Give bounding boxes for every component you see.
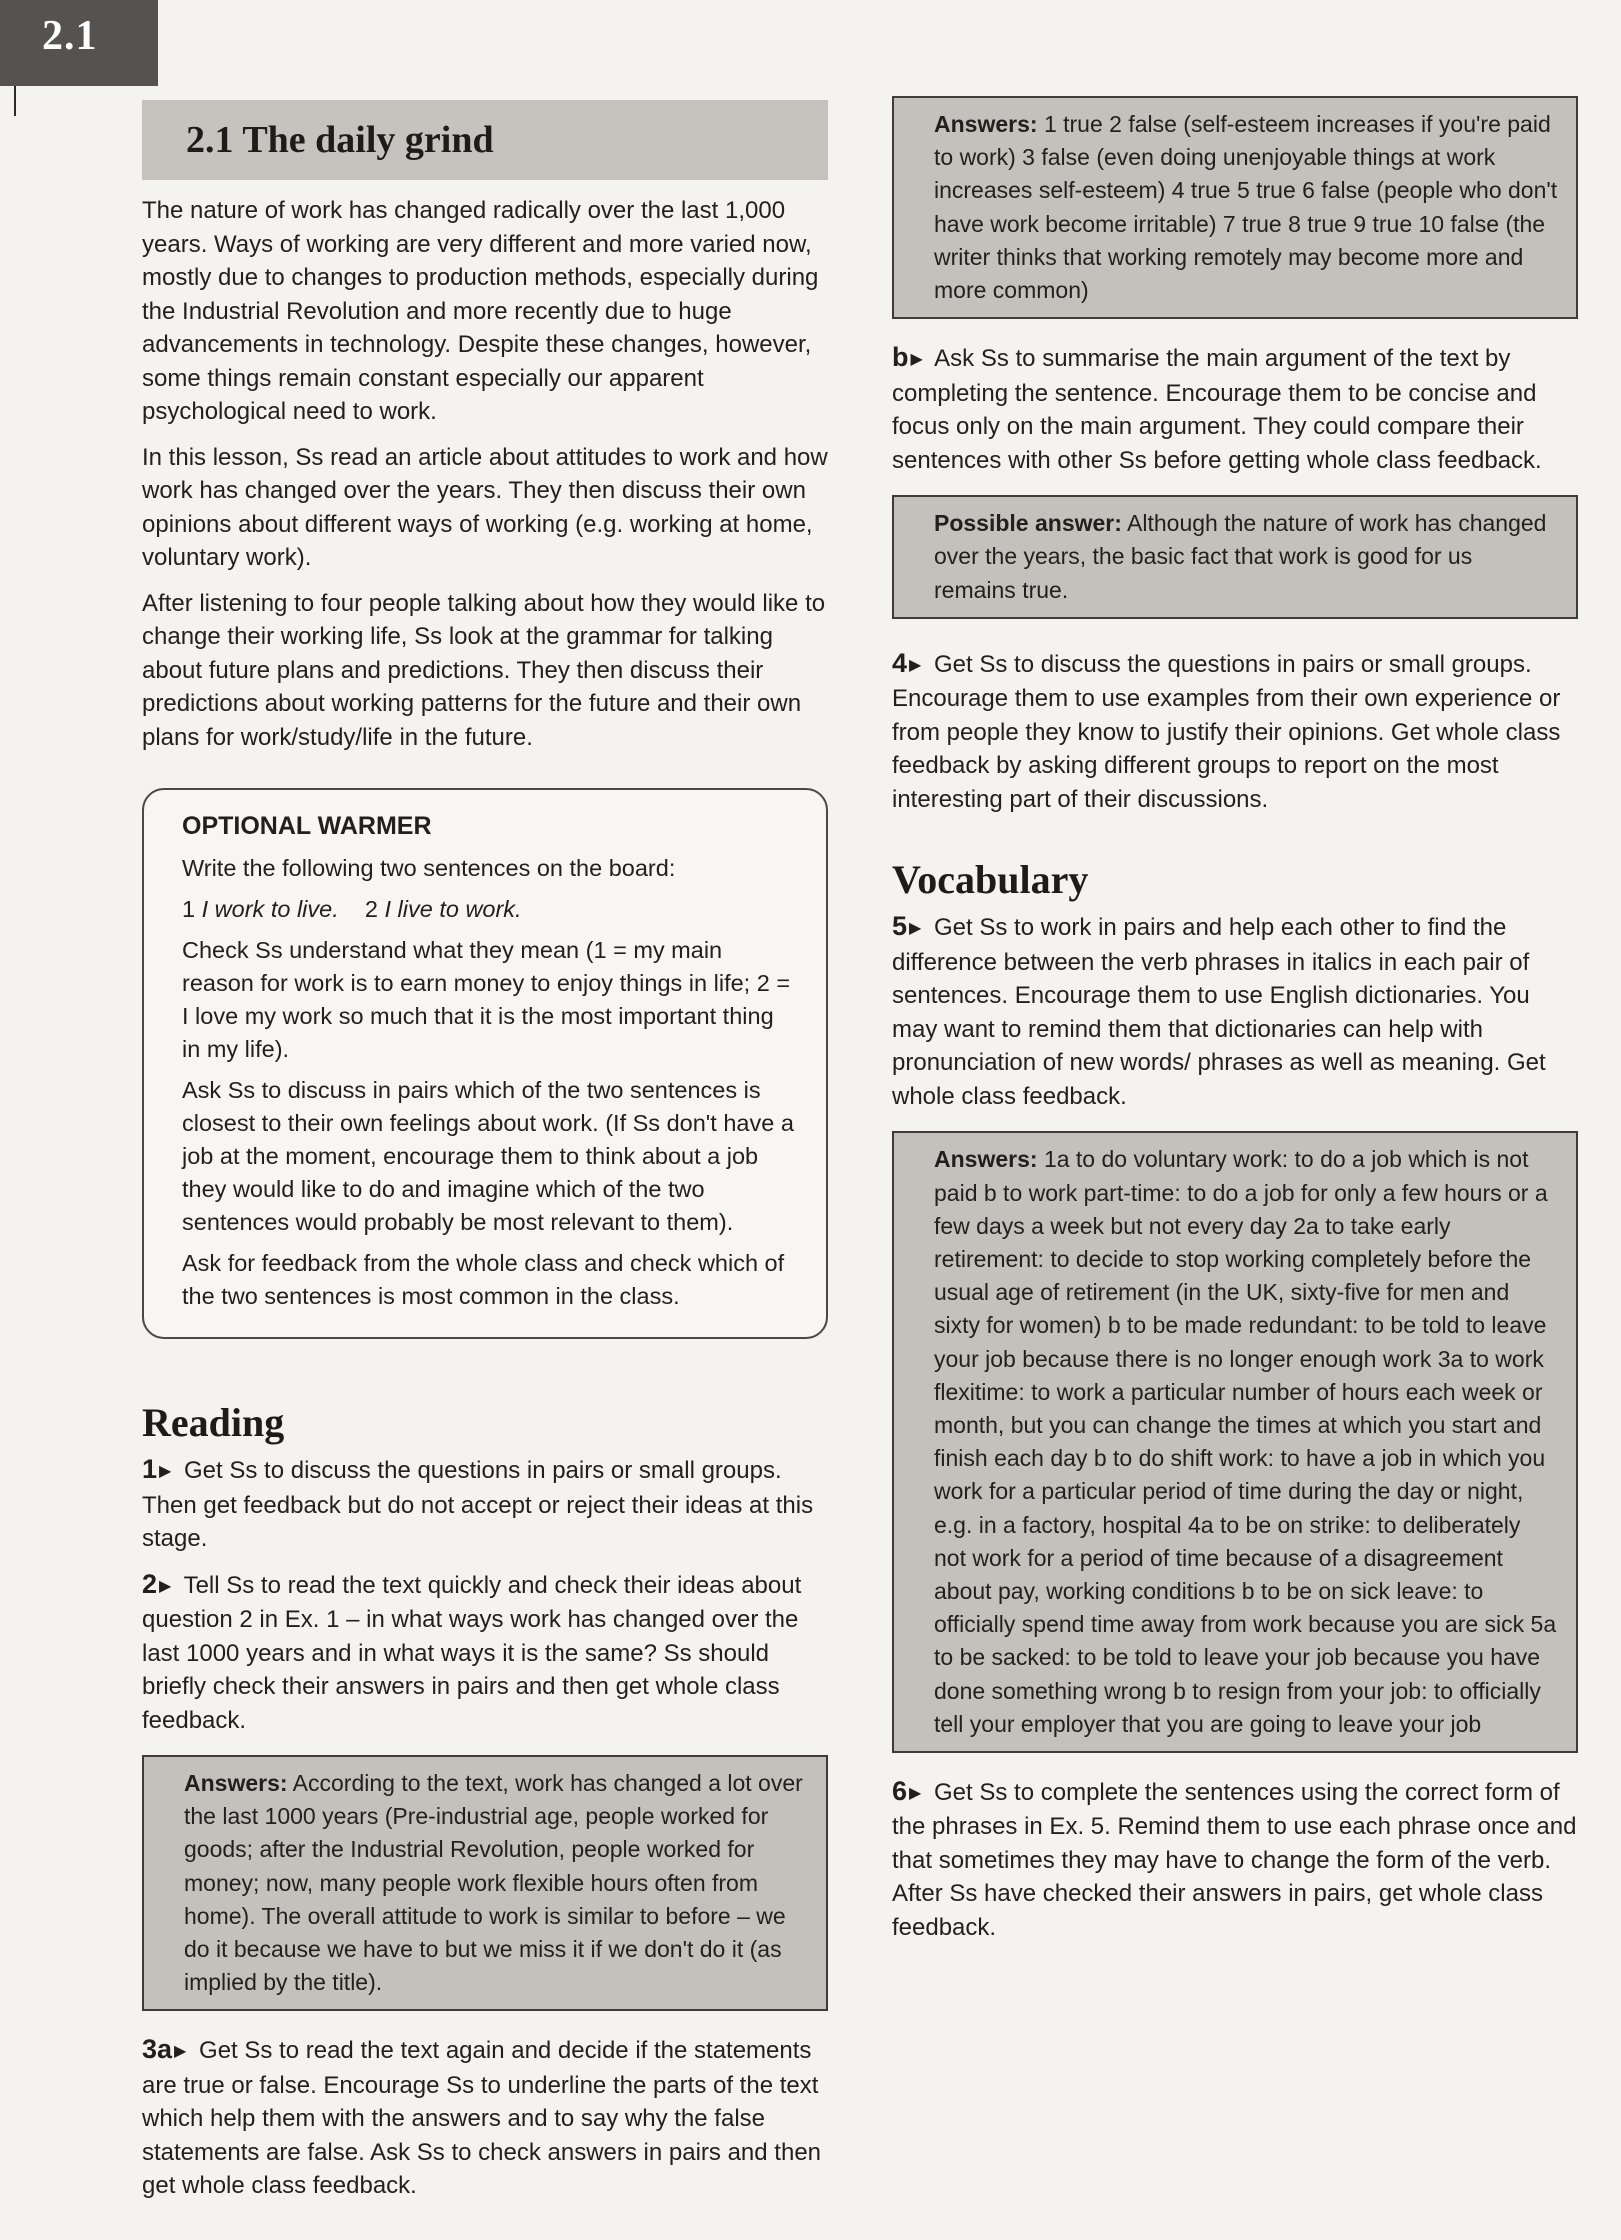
- exercise-3a-number: 3a: [142, 2034, 173, 2065]
- reading-heading: Reading: [142, 1400, 285, 1445]
- exercise-b: [892, 341, 1578, 477]
- intro-paragraph-2: In this lesson, Ss read an article about attitudes to work and how work has changed over the years. They then discuss their own opinions about different ways of working (e.g. working at home, voluntary work).: [142, 443, 828, 571]
- exercise-1-text: Get Ss to discuss the questions in pairs or small groups. Then get feedback but do not accept or reject their ideas at this stage.: [142, 1457, 814, 1552]
- arrow-icon: ▶: [909, 1784, 922, 1802]
- optional-warmer-box: [142, 788, 828, 1339]
- intro-paragraph-3: After listening to four people talking about how they would like to change their working life, Ss look at the grammar for talking about future plans and predictions. They then discuss their predictions about working patterns for the future and their own plans for work/study/life in the future.: [142, 589, 826, 751]
- exercise-b-number: b: [892, 342, 909, 373]
- answers-label: Answers:: [934, 111, 1038, 137]
- exercise-1-number: 1: [142, 1454, 158, 1484]
- reading-answers-box: [142, 1755, 828, 2011]
- warmer-paragraph-1: Write the following two sentences on the board:: [182, 855, 676, 881]
- sentence-1-number: 1: [182, 896, 196, 922]
- exercise-4: [892, 647, 1578, 817]
- arrow-icon: ▶: [174, 2043, 187, 2061]
- possible-answer-label: Possible answer:: [934, 510, 1122, 537]
- intro-paragraph-1: The nature of work has changed radically over the last 1,000 years. Ways of working are very different and more varied now, mostly due to changes to production methods, especially during the Industrial Revolution and more recently due to huge advancements in technology. Despite these changes, however, some things remain constant especially our apparent psychological need to work.: [142, 197, 819, 425]
- true-false-answers-box: [892, 96, 1578, 319]
- exercise-b-text: Ask Ss to summarise the main argument of the text by completing the sentence. Encourage them to be concise and focus only on the main argument. They could compare their sentences with other Ss before getting whole class feedback.: [892, 345, 1542, 474]
- exercise-5: [892, 910, 1578, 1113]
- answers-text: According to the text, work has changed a lot over the last 1000 years (Pre-industrial age, people worked for goods; after the Industrial Revolution, people worked for money; now, many people work flexible hours often from home). The overall attitude to work is similar to before – we do it because we have to but we miss it if we don't do it (as implied by the title).: [184, 1770, 803, 1996]
- lesson-title-band: [142, 100, 828, 180]
- exercise-5-text: Get Ss to work in pairs and help each other to find the difference between the verb phrases in italics in each pair of sentences. Encourage them to use English dictionaries. You may want to remind them that dictionaries can help with pronunciation of new words/ phrases as well as meaning. Get whole class feedback.: [892, 914, 1546, 1110]
- exercise-3a: [142, 2033, 828, 2203]
- exercise-4-text: Get Ss to discuss the questions in pairs or small groups. Encourage them to use examples from their own experience or from people they know to justify their opinions. Get whole class feedback by asking different groups to report on the most interesting part of their discussions.: [892, 650, 1561, 813]
- arrow-icon: ▶: [159, 1463, 172, 1480]
- arrow-icon: ▶: [909, 656, 922, 674]
- possible-answer-text: Although the nature of work has changed over the years, the basic fact that work is good for us remains true.: [934, 510, 1547, 603]
- warmer-sentences: [182, 893, 796, 926]
- exercise-3a-text: Get Ss to read the text again and decide if the statements are true or false. Encourage Ss to underline the parts of the text which help them with the answers and to say why the false statements are false. Ask Ss to check answers in pairs and then get whole class feedback.: [142, 2037, 822, 2200]
- warmer-paragraph-2: Check Ss understand what they mean (1 = my main reason for work is to earn money to enjoy things in life; 2 = I love my work so much that it is the most important thing in my life).: [182, 937, 791, 1062]
- exercise-2: [142, 1568, 828, 1738]
- vocabulary-answers-box: [892, 1131, 1578, 1753]
- lesson-title: 2.1 The daily grind: [186, 119, 494, 161]
- exercise-5-number: 5: [892, 911, 908, 942]
- exercise-2-number: 2: [142, 1568, 158, 1599]
- page-tab-label: 2.1: [42, 13, 98, 59]
- answers-label: Answers:: [184, 1770, 288, 1796]
- answers-text: 1a to do voluntary work: to do a job which is not paid b to work part-time: to do a job for only a few hours or a few days a week but not every day 2a to take early retirement: to decide to stop working completely before the usual age of retirement (in the UK, sixty-five for men and sixty for women) b to be made redundant: to be told to leave your job because there is no longer enough work 3a to work flexitime: to work a particular number of hours each week or month, but you can change the times at which you start and finish each day b to do shift work: to have a job in which you work for a particular period of time during the day or night, e.g. in a factory, hospital 4a to be on strike: to deliberately not work for a period of time because of a disagreement about pay, working conditions b to be on sick leave: to officially spend time away from work because you are sick 5a to be sacked: to be told to leave your job because you have done something wrong b to resign from your job: to officially tell your employer that you are going to leave your job: [934, 1146, 1557, 1737]
- vocabulary-heading: Vocabulary: [892, 857, 1089, 903]
- sentence-2: I live to work.: [384, 896, 522, 922]
- page-number-tab: [0, 0, 158, 86]
- exercise-6-number: 6: [892, 1775, 908, 1806]
- warmer-paragraph-4: Ask for feedback from the whole class and check which of the two sentences is most common in the class.: [182, 1250, 785, 1309]
- exercise-6-text: Get Ss to complete the sentences using the correct form of the phrases in Ex. 5. Remind them to use each phrase once and that sometimes they may have to change the form of the verb. After Ss have checked their answers in pairs, get whole class feedback.: [892, 1778, 1577, 1941]
- exercise-6: [892, 1775, 1578, 1945]
- arrow-icon: ▶: [159, 1577, 172, 1595]
- answers-label: Answers:: [934, 1146, 1038, 1173]
- margin-rule: [14, 86, 16, 116]
- warmer-heading: OPTIONAL WARMER: [182, 812, 432, 840]
- arrow-icon: ▶: [909, 920, 922, 938]
- left-column: [142, 100, 828, 2215]
- arrow-icon: ▶: [910, 351, 923, 369]
- warmer-paragraph-3: Ask Ss to discuss in pairs which of the two sentences is closest to their own feelings about work. (If Ss don't have a job at the moment, encourage them to think about a job they would like to do and imagine which of the two sentences would probably be most relevant to them).: [182, 1077, 794, 1235]
- exercise-4-number: 4: [892, 647, 908, 678]
- possible-answer-box: [892, 495, 1578, 619]
- sentence-2-number: 2: [364, 896, 378, 922]
- sentence-1: I work to live.: [201, 896, 339, 922]
- answers-text: 1 true 2 false (self-esteem increases if you're paid to work) 3 false (even doing unenjoyable things at work increases self-esteem) 4 true 5 true 6 false (people who don't have work become irritable) 7 true 8 true 9 true 10 false (the writer thinks that working remotely may become more and more common): [934, 111, 1558, 304]
- right-column: [892, 96, 1578, 1956]
- exercise-2-text: Tell Ss to read the text quickly and check their ideas about question 2 in Ex. 1 – in what ways work has changed over the last 1000 years and in what ways it is the same? Ss should briefly check their answers in pairs and then get whole class feedback.: [142, 1571, 802, 1734]
- exercise-1: [142, 1453, 828, 1556]
